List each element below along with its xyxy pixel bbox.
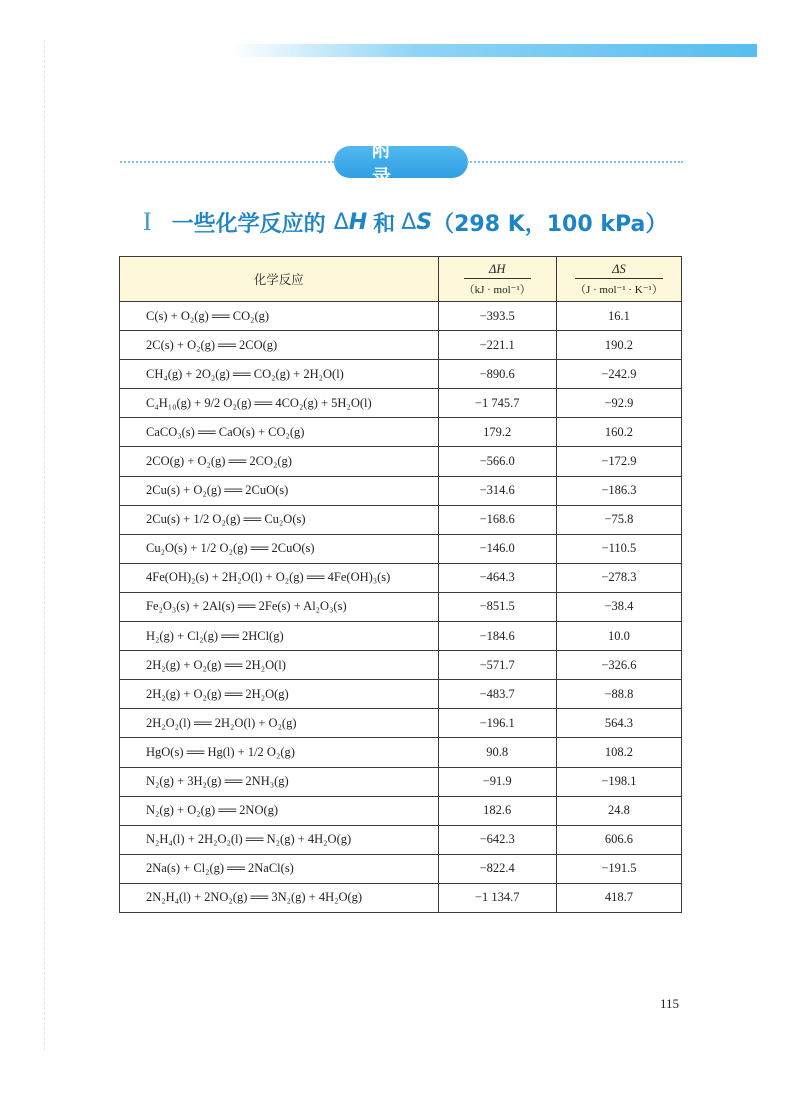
header-delta-s: ΔS （J · mol⁻¹ · K⁻¹） xyxy=(556,257,681,302)
entropy-symbol: S xyxy=(416,209,433,235)
delta-symbol: Δ xyxy=(333,209,349,235)
delta-s-cell: −92.9 xyxy=(556,389,681,418)
enthalpy-symbol: H xyxy=(348,209,368,235)
thermo-data-table xyxy=(119,256,682,913)
reaction-cell: HgO(s) ══ Hg(l) + 1/2 O₂(g) xyxy=(120,738,439,767)
page-margin-line xyxy=(44,40,45,1050)
table-row xyxy=(120,592,682,621)
delta-h-cell: −91.9 xyxy=(438,767,556,796)
reaction-cell: Cu₂O(s) + 1/2 O₂(g) ══ 2CuO(s) xyxy=(120,534,439,563)
dotted-rule-right xyxy=(467,161,683,163)
delta-h-cell: −314.6 xyxy=(438,476,556,505)
reaction-cell: N₂(g) + 3H₂(g) ══ 2NH₃(g) xyxy=(120,767,439,796)
header-reaction: 化学反应 xyxy=(120,257,439,302)
delta-s-cell: 564.3 xyxy=(556,709,681,738)
delta-h-cell: 179.2 xyxy=(438,418,556,447)
table-row xyxy=(120,505,682,534)
reaction-cell: 2H₂O₂(l) ══ 2H₂O(l) + O₂(g) xyxy=(120,709,439,738)
delta-s-cell: −278.3 xyxy=(556,563,681,592)
header-delta-h: ΔH （kJ · mol⁻¹） xyxy=(438,257,556,302)
reaction-cell: N₂(g) + O₂(g) ══ 2NO(g) xyxy=(120,796,439,825)
delta-s-cell: −75.8 xyxy=(556,505,681,534)
delta-h-cell: −464.3 xyxy=(438,563,556,592)
delta-h-cell: 182.6 xyxy=(438,796,556,825)
delta-s-cell: −88.8 xyxy=(556,680,681,709)
appendix-title-badge: 附 录 xyxy=(334,146,468,178)
reaction-cell: CaCO₃(s) ══ CaO(s) + CO₂(g) xyxy=(120,418,439,447)
delta-s-cell: −198.1 xyxy=(556,767,681,796)
reaction-cell: 2CO(g) + O₂(g) ══ 2CO₂(g) xyxy=(120,447,439,476)
delta-h-cell: −642.3 xyxy=(438,825,556,854)
table-row xyxy=(120,476,682,505)
section-number: I xyxy=(143,207,152,236)
delta-h-cell: −890.6 xyxy=(438,360,556,389)
reaction-cell: N₂H₄(l) + 2H₂O₂(l) ══ N₂(g) + 4H₂O(g) xyxy=(120,825,439,854)
table-row xyxy=(120,709,682,738)
table-row xyxy=(120,680,682,709)
delta-s-cell: 24.8 xyxy=(556,796,681,825)
reaction-cell: C(s) + O₂(g) ══ CO₂(g) xyxy=(120,302,439,331)
reaction-cell: 4Fe(OH)₂(s) + 2H₂O(l) + O₂(g) ══ 4Fe(OH)₃(s) xyxy=(120,563,439,592)
section-title-prefix: 一些化学反应的 xyxy=(171,211,326,237)
reaction-cell: H₂(g) + Cl₂(g) ══ 2HCl(g) xyxy=(120,622,439,651)
table-row xyxy=(120,883,682,912)
reaction-cell: 2H₂(g) + O₂(g) ══ 2H₂O(l) xyxy=(120,651,439,680)
delta-h-cell: −393.5 xyxy=(438,302,556,331)
table-row xyxy=(120,447,682,476)
delta-s-cell: 160.2 xyxy=(556,418,681,447)
table-row xyxy=(120,767,682,796)
delta-s-cell: −172.9 xyxy=(556,447,681,476)
reaction-cell: 2Na(s) + Cl₂(g) ══ 2NaCl(s) xyxy=(120,854,439,883)
reaction-cell: Fe₂O₃(s) + 2Al(s) ══ 2Fe(s) + Al₂O₃(s) xyxy=(120,592,439,621)
delta-h-cell: −483.7 xyxy=(438,680,556,709)
table-row xyxy=(120,651,682,680)
delta-s-cell: −110.5 xyxy=(556,534,681,563)
delta-h-cell: −566.0 xyxy=(438,447,556,476)
delta-s-cell: 10.0 xyxy=(556,622,681,651)
reaction-cell: CH₄(g) + 2O₂(g) ══ CO₂(g) + 2H₂O(l) xyxy=(120,360,439,389)
table-row xyxy=(120,796,682,825)
delta-symbol-2: Δ xyxy=(401,209,417,235)
delta-s-cell: 190.2 xyxy=(556,331,681,360)
delta-s-cell: −242.9 xyxy=(556,360,681,389)
table-row xyxy=(120,854,682,883)
delta-s-cell: −186.3 xyxy=(556,476,681,505)
delta-s-cell: −326.6 xyxy=(556,651,681,680)
delta-h-cell: 90.8 xyxy=(438,738,556,767)
table-row xyxy=(120,302,682,331)
delta-s-cell: 16.1 xyxy=(556,302,681,331)
table-header-row xyxy=(120,257,682,302)
delta-s-cell: 418.7 xyxy=(556,883,681,912)
section-heading xyxy=(143,206,667,238)
delta-h-cell: −1 745.7 xyxy=(438,389,556,418)
delta-h-cell: −168.6 xyxy=(438,505,556,534)
delta-h-cell: −1 134.7 xyxy=(438,883,556,912)
reaction-cell: 2H₂(g) + O₂(g) ══ 2H₂O(g) xyxy=(120,680,439,709)
delta-h-cell: −196.1 xyxy=(438,709,556,738)
reaction-cell: 2Cu(s) + 1/2 O₂(g) ══ Cu₂O(s) xyxy=(120,505,439,534)
reaction-cell: 2N₂H₄(l) + 2NO₂(g) ══ 3N₂(g) + 4H₂O(g) xyxy=(120,883,439,912)
delta-s-cell: 108.2 xyxy=(556,738,681,767)
delta-s-cell: 606.6 xyxy=(556,825,681,854)
delta-s-cell: −38.4 xyxy=(556,592,681,621)
delta-h-cell: −571.7 xyxy=(438,651,556,680)
delta-h-cell: −146.0 xyxy=(438,534,556,563)
table-row xyxy=(120,738,682,767)
section-and: 和 xyxy=(373,211,396,237)
table-row xyxy=(120,360,682,389)
table-row xyxy=(120,825,682,854)
table-row xyxy=(120,389,682,418)
reaction-cell: 2Cu(s) + O₂(g) ══ 2CuO(s) xyxy=(120,476,439,505)
table-row xyxy=(120,418,682,447)
table-row xyxy=(120,622,682,651)
table-row xyxy=(120,534,682,563)
delta-h-cell: −221.1 xyxy=(438,331,556,360)
reaction-cell: 2C(s) + O₂(g) ══ 2CO(g) xyxy=(120,331,439,360)
page-number: 115 xyxy=(660,996,680,1011)
delta-s-cell: −191.5 xyxy=(556,854,681,883)
delta-h-cell: −822.4 xyxy=(438,854,556,883)
reaction-cell: C₄H₁₀(g) + 9/2 O₂(g) ══ 4CO₂(g) + 5H₂O(l) xyxy=(120,389,439,418)
dotted-rule-left xyxy=(120,161,334,163)
delta-h-cell: −851.5 xyxy=(438,592,556,621)
table-row xyxy=(120,331,682,360)
header-gradient-bar xyxy=(230,44,757,57)
delta-h-cell: −184.6 xyxy=(438,622,556,651)
table-row xyxy=(120,563,682,592)
section-conditions: （298 K，100 kPa） xyxy=(432,211,668,237)
